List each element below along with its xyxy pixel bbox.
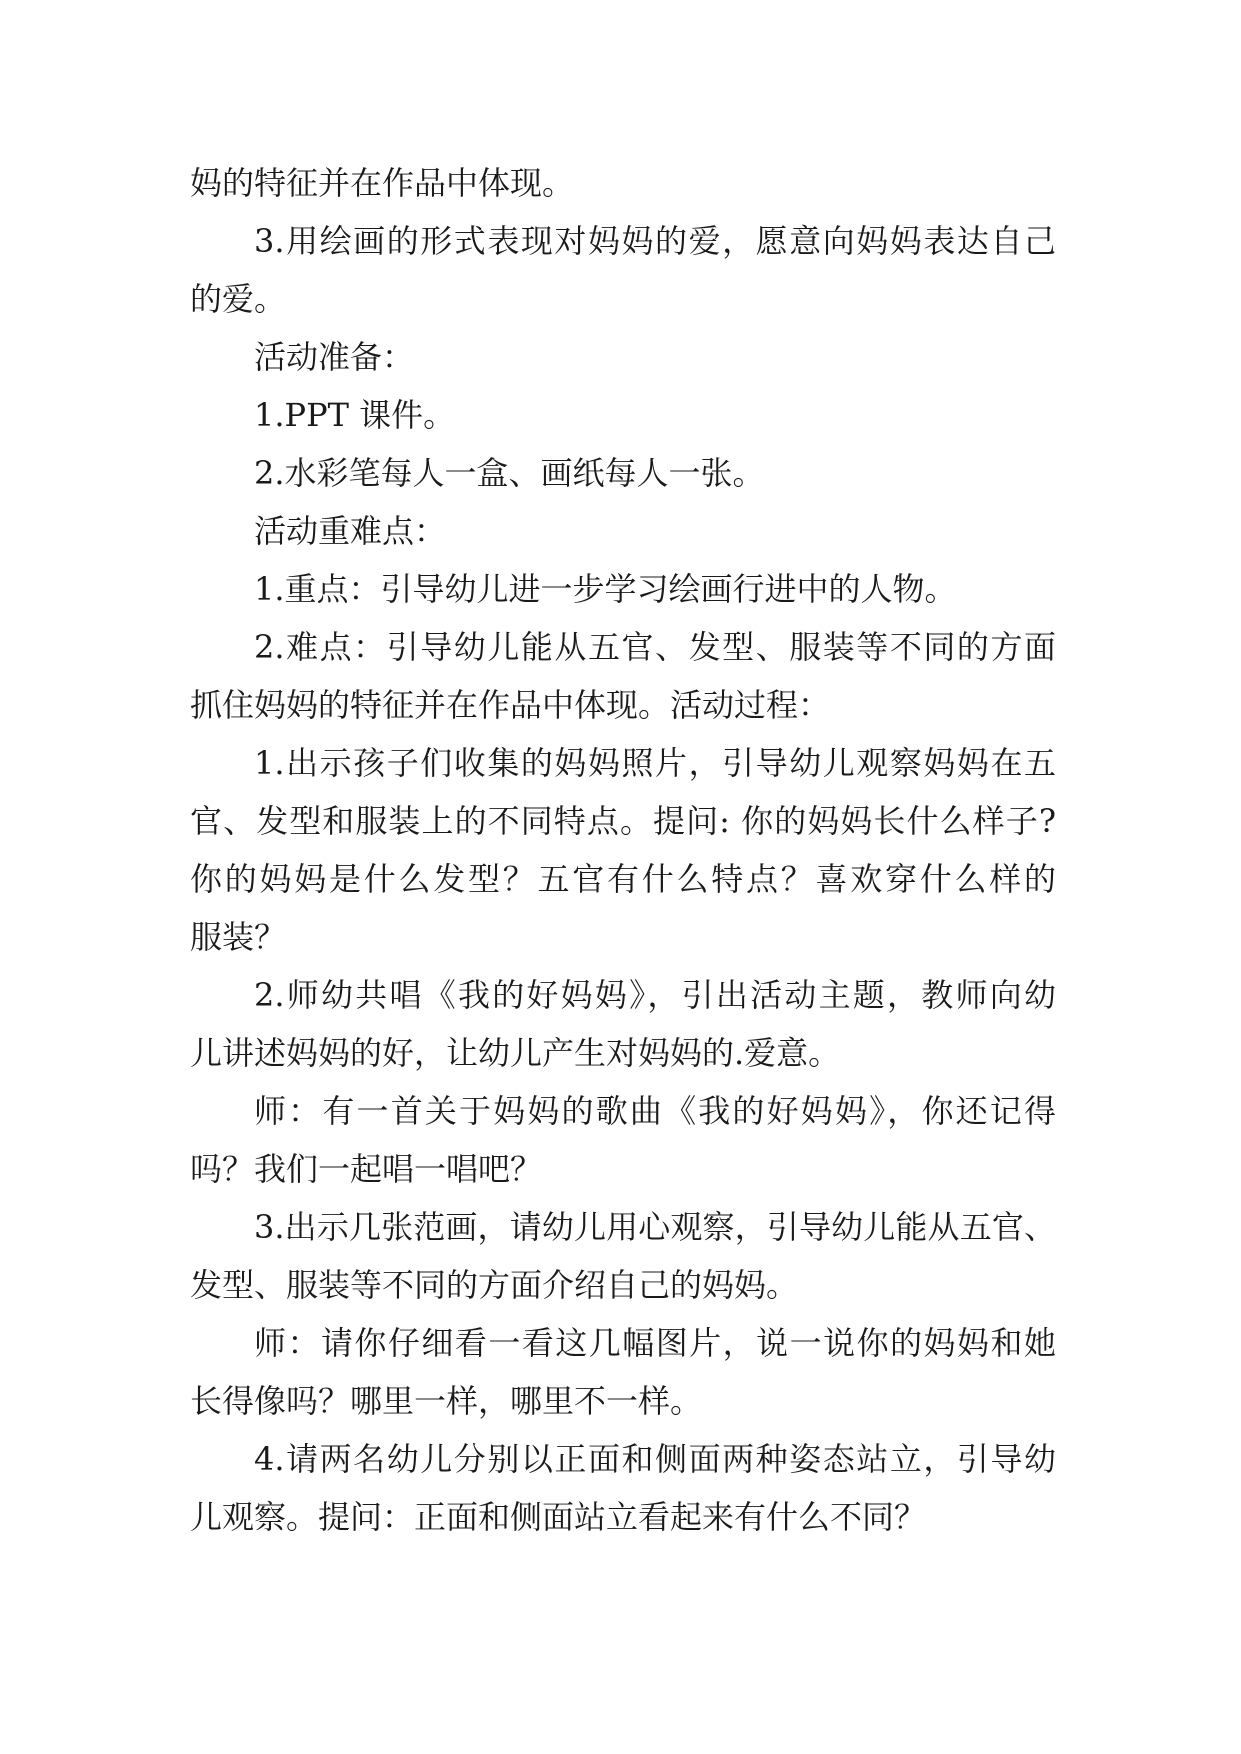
text-line: 1.出示孩子们收集的妈妈照片，引导幼儿观察妈妈在五 [254, 744, 1056, 782]
text-line: 3.出示几张范画，请幼儿用心观察，引导幼儿能从五官、 [254, 1208, 1056, 1246]
section-heading: 活动重难点： [254, 512, 447, 550]
text-line: 吗？我们一起唱一唱吧？ [190, 1150, 543, 1188]
text-line: 妈的特征并在作品中体现。 [190, 164, 575, 202]
text-line: 抓住妈妈的特征并在作品中体现。活动过程： [190, 686, 831, 724]
text-line: 4.请两名幼儿分别以正面和侧面两种姿态站立，引导幼 [254, 1440, 1056, 1478]
text-line: 3.用绘画的形式表现对妈妈的爱，愿意向妈妈表达自己 [254, 222, 1056, 260]
text-line: 发型、服装等不同的方面介绍自己的妈妈。 [190, 1266, 799, 1304]
section-heading: 活动准备： [254, 338, 415, 376]
text-line: 2.水彩笔每人一盒、画纸每人一张。 [254, 454, 765, 492]
text-line: 官、发型和服装上的不同特点。提问: 你的妈妈长什么样子? [190, 802, 1056, 840]
text-line: 的爱。 [190, 280, 287, 318]
text-line: 你的妈妈是什么发型？五官有什么特点？喜欢穿什么样的 [190, 860, 1056, 898]
text-line: 师：有一首关于妈妈的歌曲《我的好妈妈》，你还记得 [254, 1092, 1056, 1130]
text-line: 1.PPT 课件。 [254, 396, 456, 434]
text-line: 儿观察。提问：正面和侧面站立看起来有什么不同？ [190, 1498, 927, 1536]
text-line: 2.难点：引导幼儿能从五官、发型、服装等不同的方面 [254, 628, 1056, 666]
text-line: 师：请你仔细看一看这几幅图片，说一说你的妈妈和她 [254, 1324, 1056, 1362]
text-line: 2.师幼共唱《我的好妈妈》，引出活动主题，教师向幼 [254, 976, 1056, 1014]
text-line: 1.重点：引导幼儿进一步学习绘画行进中的人物。 [254, 570, 957, 608]
text-line: 长得像吗？哪里一样，哪里不一样。 [190, 1382, 703, 1420]
text-line: 服装？ [190, 918, 287, 956]
text-line: 儿讲述妈妈的好，让幼儿产生对妈妈的.爱意。 [190, 1034, 841, 1072]
